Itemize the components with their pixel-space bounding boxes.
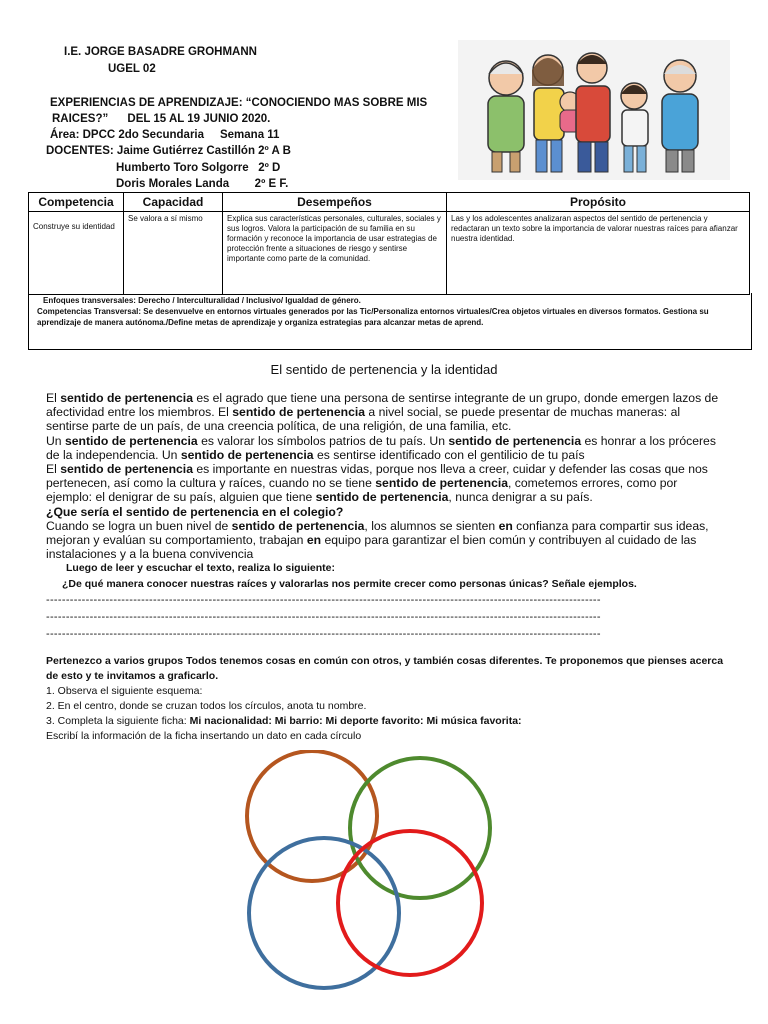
enfoques-text: Enfoques transversales: Derecho / Interculturalidad / Inclusivo/ Igualdad de género. [43, 296, 361, 305]
area-week: Área: DPCC 2do Secundaria Semana 11 [50, 129, 280, 141]
docentes-line: DOCENTES: Jaime Gutiérrez Castillón 2º A B [46, 145, 291, 157]
question-heading: ¿Que sería el sentido de pertenencia en el colegio? [46, 504, 344, 519]
cell-capacidad: Se valora a sí mismo [124, 212, 223, 295]
reflection-prompt: ¿De qué manera conocer nuestras raíces y valorarlas nos permite crecer como personas únicas? Señale ejemplos. [62, 578, 637, 590]
cell-proposito: Las y los adolescentes analizaran aspectos del sentido de pertenencia y redactaran un texto sobre la importancia de valorar nuestras raíces para afianzar nuestra identidad. [447, 212, 750, 295]
venn-circles-diagram [230, 750, 510, 1020]
circle-red[interactable] [338, 831, 482, 975]
reading-text: El sentido de pertenencia es el agrado que tiene una persona de sentirse integrante de un grupo, donde emergen lazos de afectividad entre los miembros. El sentido de pertenencia a nivel social, se puede presentar de muchas maneras: al sentirse parte de un país, de una creencia política, de una religión, de una familia, etc. Un sentido de pertenencia es valorar los símbolos patrios de tu país. Un sentido de pertenencia es honrar a los próceres de la independencia. Un sentido de pertenencia es sentirse identificado con el gentilicio de tu país El sentido de pertenencia es importante en nuestras vidas, porque nos lleva a creer, cuidar y defender las cosas que nos pertenecen, así como la cultura y raíces, cuando no se tiene sentido de pertenencia, cometemos errores, como por ejemplo: el denigrar de su país, alguien que tiene sentido de pertenencia, nunca denigrar a su país. ¿Que sería el sentido de pertenencia en el colegio? Cuando se logra un buen nivel de sentido de pertenencia, los alumnos se sienten en confianza para compartir sus ideas, mejoran y evalúan su comportamiento, trabajan en equipo para garantizar el bien común y contribuyen al cuidado de las instalaciones y a la buena convivencia [46, 391, 719, 562]
ugel-label: UGEL 02 [108, 63, 156, 75]
competencias-transversal: Competencias Transversal: Se desenvuelve en entornos virtuales generados por las Tic/Personaliza entornos virtuales/Crea objetos virtuales en diversos formatos. Gestiona su aprendizaje de manera autónoma./Define metas de aprendizaje y organiza estrategias para alcanzar metas de aprend. [37, 307, 709, 327]
section-title: El sentido de pertenencia y la identidad [270, 362, 498, 377]
school-name: I.E. JORGE BASADRE GROHMANN [64, 46, 257, 58]
step-4: Escribí la información de la ficha insertando un dato en cada círculo [46, 730, 362, 742]
experiencias-title: EXPERIENCIAS DE APRENDIZAJE: “CONOCIENDO MAS SOBRE MIS [50, 97, 428, 109]
activity-intro: Pertenezco a varios grupos Todos tenemos cosas en común con otros, y también cosas diferentes. Te proponemos que pienses acerca de esto y te invitamos a graficarlo. [46, 655, 724, 682]
activity-instructions [46, 654, 726, 744]
step-2: 2. En el centro, donde se cruzan todos los círculos, anota tu nombre. [46, 700, 367, 712]
step-3: 3. Completa la siguiente ficha: Mi nacionalidad: Mi barrio: Mi deporte favorito: Mi música favorita: [46, 715, 522, 727]
raices-dates: RAICES?” DEL 15 AL 19 JUNIO 2020. [52, 113, 271, 125]
instruction: Luego de leer y escuchar el texto, realiza lo siguiente: [66, 562, 336, 574]
docente-3: Doris Morales Landa 2º E F. [116, 178, 289, 190]
header-capacidad: Capacidad [124, 193, 223, 212]
step-1: 1. Observa el siguiente esquema: [46, 685, 203, 697]
cell-desempenos: Explica sus características personales, culturales, sociales y sus logros. Valora la participación de su familia en su formación y reconoce la importancia de usar estrategias de protección frente a situaciones de riesgo y sentirse importante como parte de la comunidad. [223, 212, 447, 295]
answer-line-1[interactable]: -------------------------------------------------------------------------------------------------------------------------------------------- [46, 594, 601, 606]
enfoques-box [28, 293, 752, 350]
cell-competencia: Construye su identidad [29, 212, 124, 295]
family-illustration [458, 40, 730, 180]
docente-2: Humberto Toro Solgorre 2º D [116, 162, 281, 174]
answer-line-3[interactable]: -------------------------------------------------------------------------------------------------------------------------------------------- [46, 628, 601, 640]
header-competencia: Competencia [29, 193, 124, 212]
competency-table [28, 192, 750, 295]
header-proposito: Propósito [447, 193, 750, 212]
answer-line-2[interactable]: -------------------------------------------------------------------------------------------------------------------------------------------- [46, 611, 601, 623]
circle-green[interactable] [350, 758, 490, 898]
header-desempenos: Desempeños [223, 193, 447, 212]
